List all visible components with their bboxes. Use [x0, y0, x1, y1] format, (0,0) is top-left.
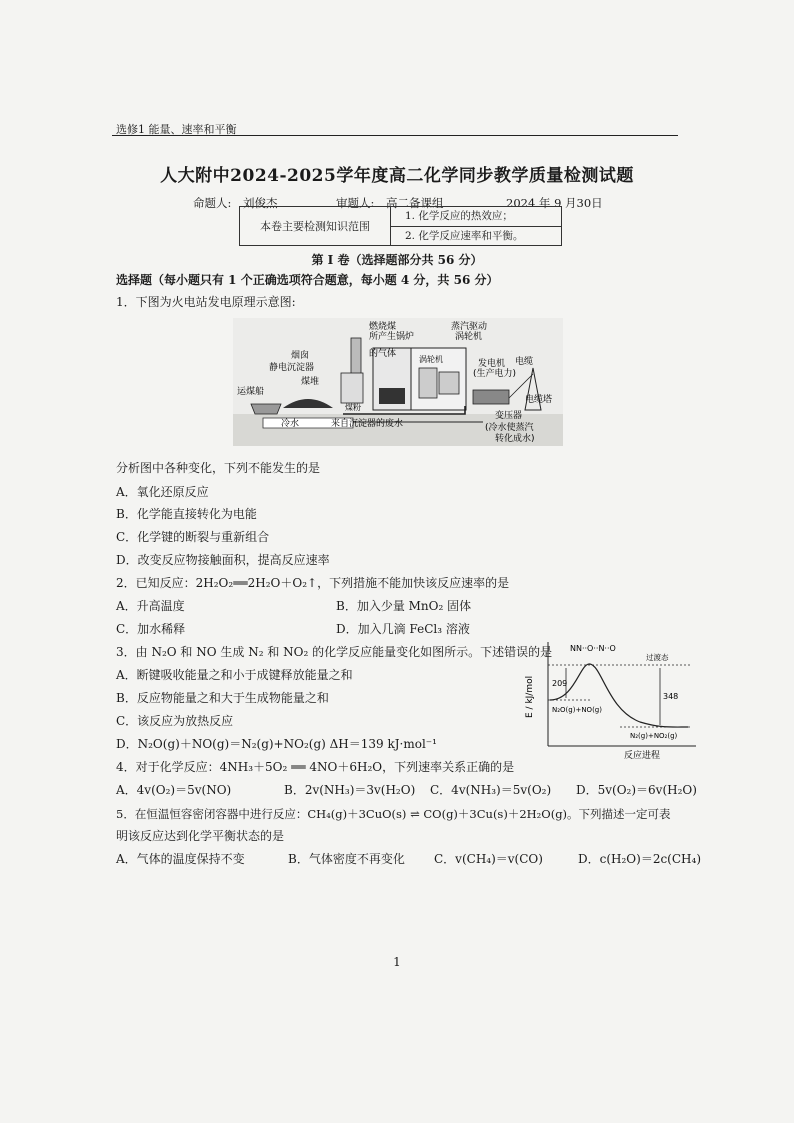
scope-item: 1. 化学反应的热效应； — [391, 207, 561, 227]
scope-items — [391, 207, 561, 245]
molecule-label: NN··O··N··O — [570, 644, 616, 653]
q5-option: D．c(H₂O)＝2c(CH₄) — [578, 852, 701, 866]
label-condenser: (冷水使蒸汽 — [485, 423, 534, 433]
x-axis-label: 反应进程 — [624, 751, 661, 760]
reviewer-label: 审题人: — [336, 196, 375, 210]
q1-stem: 1．下图为火电站发电原理示意图: — [116, 295, 296, 309]
volume-title: 第 I 卷（选择题部分共 56 分） — [311, 253, 483, 267]
label-return-water: 来自沉淀器的废水 — [331, 419, 404, 429]
q5-option: B．气体密度不再变化 — [288, 852, 405, 866]
label-transformer: 变压器 — [495, 411, 523, 421]
q1-option: C．化学键的断裂与重新组合 — [116, 530, 270, 544]
header-rule — [112, 135, 678, 136]
q2-stem: 2．已知反应：2H₂O₂══2H₂O＋O₂↑，下列措施不能加快该反应速率的是 — [116, 576, 510, 590]
scope-label: 本卷主要检测知识范围 — [240, 207, 391, 245]
q4-stem: 4．对于化学反应：4NH₃＋5O₂ ══ 4NO＋6H₂O，下列速率关系正确的是 — [116, 760, 515, 774]
reactants-label: N₂O(g)+NO(g) — [552, 706, 602, 714]
q2-option: D．加入几滴 FeCl₃ 溶液 — [336, 622, 470, 636]
label-steam-turbine2: 涡轮机 — [455, 332, 483, 342]
energy-profile-diagram — [520, 638, 700, 760]
q4-option: B．2v(NH₃)＝3v(H₂O) — [284, 783, 416, 797]
ea-value: 209 — [552, 679, 568, 688]
scope-table — [239, 206, 562, 246]
q2-option: C．加水稀释 — [116, 622, 186, 636]
q5-stem: 5．在恒温恒容密闭容器中进行反应：CH₄(g)＋3CuO(s) ⇌ CO(g)＋3Cu(s)＋2H₂O(g)。下列描述一定可表 — [116, 807, 671, 821]
q2-option: A．升高温度 — [116, 599, 185, 613]
label-generator2: (生产电力) — [473, 369, 517, 379]
q3-option: D．N₂O(g)＋NO(g)＝N₂(g)+NO₂(g) ΔH＝139 kJ·mol⁻¹ — [116, 737, 437, 751]
label-condenser2: 转化成水) — [495, 434, 535, 444]
label-generator: 发电机 — [478, 359, 506, 369]
q5-option: A．气体的温度保持不变 — [116, 852, 245, 866]
setter-name: 刘俊杰 — [243, 196, 278, 210]
generator-icon — [473, 390, 509, 404]
label-chimney: 烟囱 — [291, 351, 310, 361]
label-pulverizer: 煤粉 — [345, 403, 361, 412]
q5-option: C．v(CH₄)＝v(CO) — [434, 852, 543, 866]
ship-icon — [251, 404, 281, 414]
label-cable: 电缆 — [515, 357, 534, 367]
reviewer-name: 高二备课组 — [386, 196, 444, 210]
q3-stem: 3．由 N₂O 和 NO 生成 N₂ 和 NO₂ 的化学反应能量变化如图所示。下述错误的是 — [116, 645, 553, 659]
q1-question: 分析图中各种变化，下列不能发生的是 — [116, 461, 321, 475]
release-value: 348 — [663, 692, 679, 701]
exam-date: 2024 年 9 月30日 — [506, 196, 603, 210]
q4-option: C．4v(NH₃)＝5v(O₂) — [430, 783, 552, 797]
section-title: 选择题（每小题只有 1 个正确选项符合题意，每小题 4 分，共 56 分） — [116, 273, 499, 287]
power-plant-diagram — [233, 318, 563, 446]
label-steam-turbine: 蒸汽驱动 — [451, 322, 488, 332]
q3-option: B．反应物能量之和大于生成物能量之和 — [116, 691, 329, 705]
label-ship: 运煤船 — [237, 387, 265, 397]
setter-label: 命题人: — [193, 196, 232, 210]
q1-option: A．氧化还原反应 — [116, 485, 209, 499]
q4-option: A．4v(O₂)＝5v(NO) — [116, 783, 232, 797]
products-label: N₂(g)+NO₂(g) — [630, 732, 678, 740]
q5-stem-cont: 明该反应达到化学平衡状态的是 — [116, 829, 285, 843]
label-cold-water: 冷水 — [281, 419, 300, 429]
label-boiler: 燃烧煤 — [369, 322, 397, 332]
label-precipitator: 静电沉淀器 — [269, 363, 315, 373]
scope-item: 2. 化学反应速率和平衡。 — [405, 230, 524, 242]
q4-option: D．5v(O₂)＝6v(H₂O) — [576, 783, 697, 797]
q1-option: B．化学能直接转化为电能 — [116, 507, 257, 521]
q3-option: C．该反应为放热反应 — [116, 714, 234, 728]
label-tower: 电缆塔 — [525, 395, 553, 405]
q1-option: D．改变反应物接触面积，提高反应速率 — [116, 553, 330, 567]
y-axis-label: E / kJ/mol — [525, 675, 535, 718]
label-flue-gas: 的气体 — [369, 349, 397, 359]
label-coal: 煤堆 — [301, 377, 320, 387]
page-title: 人大附中2024-2025学年度高二化学同步教学质量检测试题 — [160, 166, 634, 186]
page-number: 1 — [393, 955, 401, 969]
ts-label: 过渡态 — [646, 653, 669, 662]
label-boiler2: 所产生锅炉 — [369, 332, 415, 342]
q2-option: B．加入少量 MnO₂ 固体 — [336, 599, 472, 613]
label-turbine: 涡轮机 — [419, 355, 443, 364]
q3-option: A．断键吸收能量之和小于成键释放能量之和 — [116, 668, 353, 682]
subject-header: 选修1 能量、速率和平衡 — [116, 123, 237, 136]
